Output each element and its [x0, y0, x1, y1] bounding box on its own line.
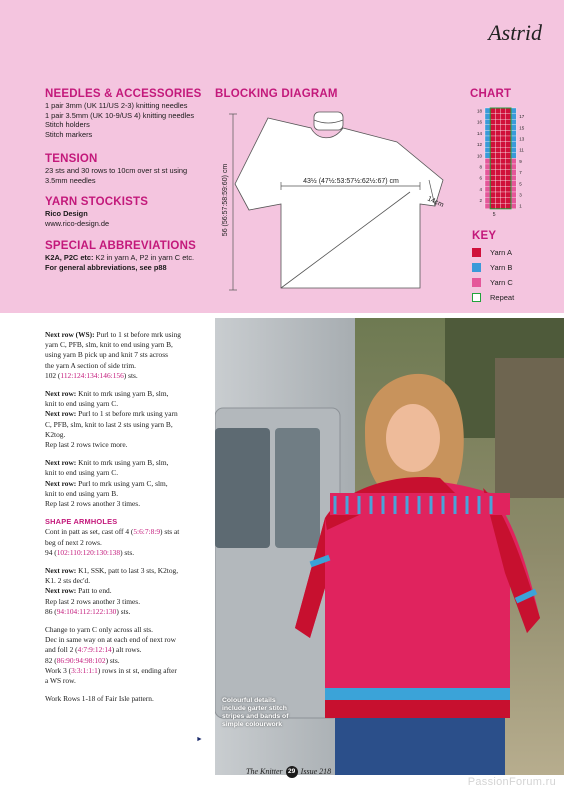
page: Astrid NEEDLES & ACCESSORIES 1 pair 3mm (UK 11/US 2-3) knitting needles 1 pair 3.5mm (UK 10-9/US 4) knitting needles Stitch holders Stitch markers TENSION 23 sts and 30 rows to 10cm over st st using 3.5mm needles YARN STOCKISTS Rico Design www.rico-design.de SPECIAL ABBREVIATIONS K2A, P2C etc: K2 in yarn A, P2 in yarn C etc. For general abbreviations, see p88 BLOCKING DIAGRAM 43½ (47½:53:57½:62½:67) cm 56 (56:57:58:59:60) cm 14cm CHART 18 16 14 12 10 8 6 4 2 17 15 13 11 9 7 5 3 1 5 KEY Yarn A Yarn B Yarn C Repeat Next row (WS): Purl to 1 st before mrk using yarn C, PFB, slm, knit to end using yarn B, using yarn B pick up and knit 7 sts across the yarn A section of side trim. 102 (112:124:134:146:156) sts. Next row: Knit to mrk using yarn B, slm, knit to end using yarn C. Next row: Purl to 1 st before mrk using yarn C, PFB, slm, knit to last 2 sts using yarn B, K2tog. Rep last 2 rows twice more. Next row: Knit to mrk using yarn B, slm, knit to end using yarn C. Next row: Purl to mrk using yarn C, slm, knit to end using yarn B. Rep last 2 rows another 3 times. SHAPE ARMHOLES Cont in patt as set, cast off 4 (5:6:7:8:9) sts at beg of next 2 rows. 94 (102:110:120:130:138) sts. Next row: K1, SSK, patt to last 3 sts, K2tog, K1. 2 sts dec'd. Next row: Patt to end. Rep last 2 rows another 3 times. 86 (94:104:112:122:130) sts. Change to yarn C only across all sts. Dec in same way on at each end of next row and foll 2 (4:7:9:12:14) alt rows. 82 (86:90:94:98:102) sts. Work 3 (3:3:1:1:1) rows in st st, ending after a WS row. Work Rows 1-18 of Fair Isle pattern. ► Colourful details include garter stitch stripes and bands of simple colourwork The Knitter 29 Issue 218 PassionForum.ru: [0, 0, 564, 800]
chart-cell: [485, 119, 490, 125]
chart-cell: [490, 136, 495, 142]
chart-cell: [490, 108, 495, 114]
chart-cell: [495, 125, 500, 131]
chart-cell: [490, 186, 495, 192]
chart-cell: [495, 136, 500, 142]
chart-cell: [490, 142, 495, 148]
chart-cell: [511, 170, 516, 176]
chart-cell: [501, 192, 506, 198]
chart-cell: [495, 108, 500, 114]
chart-cell: [511, 164, 516, 170]
chart-cell: [506, 198, 511, 204]
chart-cell: [485, 170, 490, 176]
chart-cell: [506, 203, 511, 209]
chart-cell: [490, 147, 495, 153]
chart-cell: [501, 147, 506, 153]
chart-row-number: 12: [476, 142, 482, 148]
chart-cell: [501, 114, 506, 120]
chart-row-number: 15: [519, 125, 525, 131]
chart-cell: [485, 186, 490, 192]
chart-cell: [490, 192, 495, 198]
chart-cell: [495, 142, 500, 148]
chart-cell: [495, 198, 500, 204]
chart-cell: [506, 119, 511, 125]
tension-text: [45, 166, 187, 185]
chart-cell: [501, 136, 506, 142]
chart-cell: [485, 136, 490, 142]
chart-cell: [506, 153, 511, 159]
chart-cell: [485, 147, 490, 153]
chart-cell: [485, 108, 490, 114]
chart-cell: [490, 153, 495, 159]
collar: [314, 112, 343, 130]
chart-cell: [506, 136, 511, 142]
chart-cell: [495, 164, 500, 170]
chart-row-number: 1: [519, 203, 522, 209]
chart-cell: [501, 119, 506, 125]
abbreviation-term: K2A, P2C etc:: [45, 253, 94, 262]
chart-cell: [485, 125, 490, 131]
chart-cell: [511, 192, 516, 198]
chart-cell: [501, 164, 506, 170]
chart-grid: [485, 108, 516, 209]
chart-cell: [511, 203, 516, 209]
chart-heading: CHART: [470, 88, 512, 100]
chart-cell: [485, 130, 490, 136]
chart-row-number: 3: [519, 192, 522, 198]
chart-cell: [485, 175, 490, 181]
key-heading: KEY: [472, 230, 497, 242]
stockists-text: [45, 209, 109, 228]
chart-cell: [506, 142, 511, 148]
height-label: 56 (56:57:58:59:60) cm: [222, 163, 229, 237]
swatch-repeat: [472, 293, 481, 302]
chart-cell: [511, 153, 516, 159]
row-label: Next row:: [45, 458, 77, 468]
chart-row-number: 16: [476, 119, 482, 125]
chart-cell: [490, 175, 495, 181]
row-label: Next row:: [45, 389, 77, 399]
chart-cell: [490, 158, 495, 164]
chart-row-number: 11: [519, 147, 524, 153]
chart-cell: [501, 142, 506, 148]
watermark: PassionForum.ru: [467, 776, 556, 788]
abbreviation-def: K2 in yarn A, P2 in yarn C etc.: [93, 253, 195, 262]
stockist-url[interactable]: www.rico-design.de: [45, 218, 110, 228]
chart-cell: [495, 181, 500, 187]
chart-cell: [511, 136, 516, 142]
row-label: Next row:: [45, 478, 77, 488]
chart-cell: [506, 175, 511, 181]
chart-cell: [495, 147, 500, 153]
chart-row-number: 4: [479, 186, 482, 192]
page-number: 29: [286, 766, 298, 778]
chart-cell: [511, 158, 516, 164]
tension-line: 3.5mm needles: [45, 175, 96, 185]
stockist-name: Rico Design: [45, 209, 88, 218]
chart-cell: [495, 175, 500, 181]
chart-row-number: 6: [479, 175, 482, 181]
chart-cell: [501, 198, 506, 204]
chart-cell: [490, 198, 495, 204]
chart-right-numbers: [519, 114, 525, 209]
chart-cell: [506, 170, 511, 176]
chart-row-number: 14: [476, 130, 482, 136]
abbreviations-text: [45, 253, 194, 272]
chart-cell: [495, 170, 500, 176]
row-label: Next row (WS):: [45, 330, 95, 339]
chart-cell: [506, 192, 511, 198]
needles-line: 1 pair 3mm (UK 11/US 2-3) knitting needles: [45, 101, 188, 110]
chart-cell: [485, 114, 490, 120]
chart-cell: [501, 153, 506, 159]
chart-cell: [511, 198, 516, 204]
chart-cell: [501, 170, 506, 176]
colourwork-chart: [470, 100, 550, 220]
magazine-name: The Knitter: [246, 766, 283, 776]
blocking-diagram: [215, 100, 460, 295]
swatch-yarn-a: [472, 248, 481, 257]
sleeve-label: 14cm: [426, 195, 445, 210]
chart-row-number: 8: [479, 164, 482, 170]
chart-row-number: 9: [519, 158, 522, 164]
final-instruction: Work Rows 1-18 of Fair Isle pattern.: [45, 694, 154, 704]
chart-cell: [511, 130, 516, 136]
chart-row-number: 13: [519, 136, 525, 142]
chart-cell: [511, 142, 516, 148]
chart-cell: [506, 114, 511, 120]
chart-cell: [506, 108, 511, 114]
chart-cell: [495, 186, 500, 192]
pattern-name: Astrid: [488, 20, 542, 45]
chart-cell: [490, 203, 495, 209]
chart-cell: [506, 147, 511, 153]
chart-cell: [485, 192, 490, 198]
tension-line: 23 sts and 30 rows to 10cm over st st using: [45, 166, 188, 175]
needles-line: 1 pair 3.5mm (UK 10-9/US 4) knitting needles: [45, 110, 195, 120]
chart-cell: [506, 125, 511, 131]
chart-row-number: 5: [519, 181, 522, 187]
tension-heading: TENSION: [45, 153, 98, 165]
chart-cell: [495, 203, 500, 209]
chart-cell: [501, 181, 506, 187]
chart-cell: [485, 203, 490, 209]
chart-row-number: 2: [479, 198, 482, 204]
chart-cell: [495, 119, 500, 125]
chart-cell: [490, 125, 495, 131]
needles-line: Stitch holders: [45, 120, 90, 130]
chart-cell: [490, 114, 495, 120]
width-label: 43½ (47½:53:57½:62½:67) cm: [303, 178, 399, 185]
chart-stitch-count: 5: [492, 211, 496, 218]
chart-cell: [511, 119, 516, 125]
chart-cell: [495, 192, 500, 198]
chart-cell: [485, 153, 490, 159]
chart-left-numbers: [477, 108, 483, 203]
chart-cell: [501, 130, 506, 136]
chart-cell: [501, 175, 506, 181]
chart-cell: [485, 164, 490, 170]
abbreviation-note: For general abbreviations, see p88: [45, 262, 167, 272]
garment-outline: [235, 118, 443, 288]
chart-cell: [501, 186, 506, 192]
chart-cell: [511, 114, 516, 120]
chart-row-number: 10: [476, 153, 482, 159]
chart-cell: [495, 158, 500, 164]
chart-cell: [506, 164, 511, 170]
chart-cell: [490, 164, 495, 170]
blocking-heading: BLOCKING DIAGRAM: [215, 88, 338, 100]
chart-row-number: 18: [476, 108, 482, 114]
chart-cell: [495, 153, 500, 159]
continue-arrow-icon: ►: [196, 736, 203, 743]
shape-armholes-heading: SHAPE ARMHOLES: [45, 517, 118, 527]
chart-cell: [485, 181, 490, 187]
issue-number: Issue 218: [300, 766, 332, 776]
chart-cell: [506, 186, 511, 192]
needles-line: Stitch markers: [45, 129, 93, 139]
needles-list: [45, 101, 194, 139]
row-label: Next row:: [45, 586, 77, 596]
chart-cell: [511, 147, 516, 153]
swatch-yarn-c: [472, 278, 481, 287]
chart-cell: [501, 203, 506, 209]
chart-cell: [495, 114, 500, 120]
row-label: Next row:: [45, 566, 77, 576]
instructions-column: Next row (WS): Purl to 1 st before mrk using yarn C, PFB, slm, knit to end using yarn B, using yarn B pick up and knit 7 sts across the yarn A section of side trim. 102 (112:124:134:146:156) sts. Next row: Knit to mrk using yarn B, slm, knit to end using yarn C. Next row: Purl to 1 st before mrk using yarn C, PFB, slm, knit to last 2 sts using yarn B, K2tog. Rep last 2 rows twice more. Next row: Knit to mrk using yarn B, slm, knit to end using yarn C. Next row: Purl to mrk using yarn C, slm, knit to end using yarn B. Rep last 2 rows another 3 times. SHAPE ARMHOLES Cont in patt as set, cast off 4 (5:6:7:8:9) sts at beg of next 2 rows. 94 (102:110:120:130:138) sts. Next row: K1, SSK, patt to last 3 sts, K2tog, K1. 2 sts dec'd. Next row: Patt to end. Rep last 2 rows another 3 times. 86 (94:104:112:122:130) sts. Change to yarn C only across all sts. Dec in same way on at each end of next row and foll 2 (4:7:9:12:14) alt rows. 82 (86:90:94:98:102) sts. Work 3 (3:3:1:1:1) rows in st st, ending after a WS row. Work Rows 1-18 of Fair Isle pattern.: [45, 330, 207, 705]
chart-row-number: 7: [519, 170, 522, 176]
chart-cell: [501, 108, 506, 114]
chart-cell: [511, 108, 516, 114]
chart-cell: [485, 142, 490, 148]
stockists-heading: YARN STOCKISTS: [45, 196, 149, 208]
chart-cell: [511, 186, 516, 192]
abbreviations-heading: SPECIAL ABBREVIATIONS: [45, 240, 196, 252]
chart-cell: [490, 181, 495, 187]
row-label: Next row:: [45, 409, 77, 419]
chart-cell: [495, 130, 500, 136]
photo-caption: Colourful details include garter stitch stripes and bands of simple colourwork: [222, 697, 289, 728]
chart-cell: [511, 175, 516, 181]
chart-cell: [501, 158, 506, 164]
page-footer: [246, 766, 331, 778]
chart-cell: [506, 130, 511, 136]
chart-cell: [506, 181, 511, 187]
chart-cell: [511, 125, 516, 131]
chart-cell: [511, 181, 516, 187]
chart-cell: [490, 130, 495, 136]
swatch-yarn-b: [472, 263, 481, 272]
chart-row-number: 17: [519, 114, 525, 120]
chart-cell: [490, 170, 495, 176]
chart-cell: [485, 158, 490, 164]
chart-cell: [485, 198, 490, 204]
needles-heading: NEEDLES & ACCESSORIES: [45, 88, 202, 100]
chart-cell: [506, 158, 511, 164]
chart-cell: [490, 119, 495, 125]
chart-cell: [501, 125, 506, 131]
